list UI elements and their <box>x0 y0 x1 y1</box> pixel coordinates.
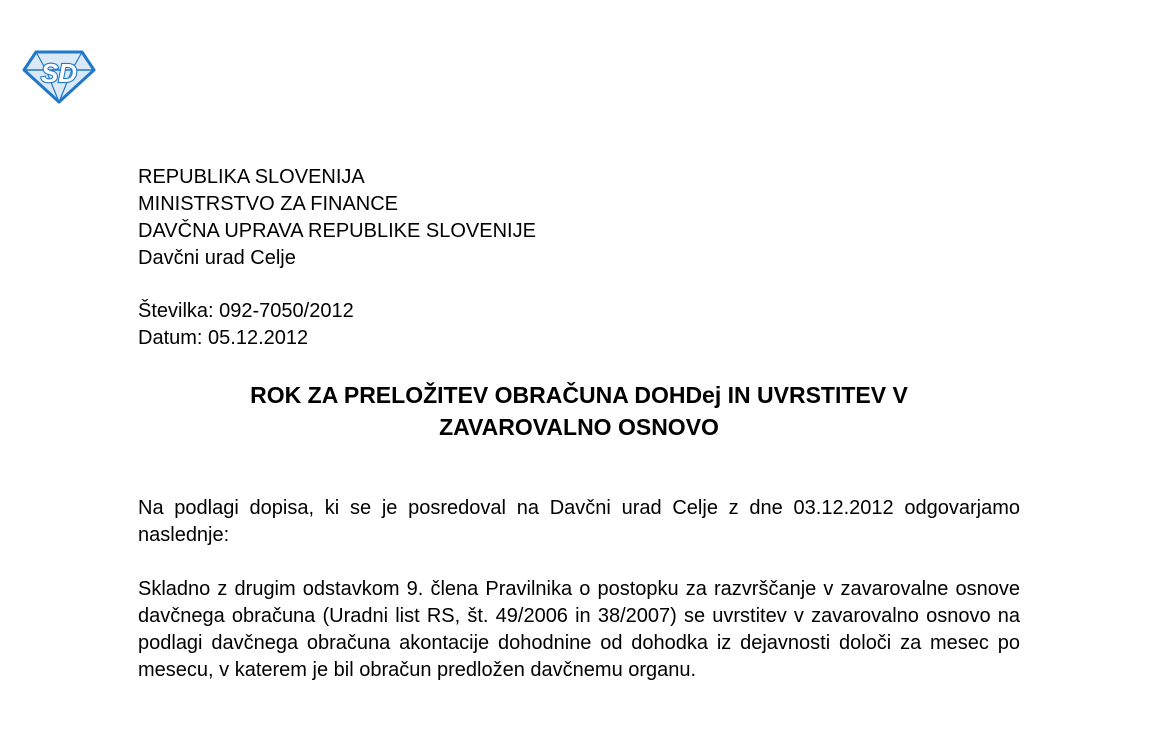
paragraph-2: Skladno z drugim odstavkom 9. člena Pravilnika o postopku za razvrščanje v zavarovalne osnove davčnega obračuna (Uradni list RS, št. 49/2006 in 38/2007) se uvrstitev v zavarovalno osnovo na podlagi davčnega obračuna akontacije dohodnine od dohodka iz dejavnosti določi za mesec po mesecu, v katerem je bil obračun predložen davčnemu organu. <box>138 578 1020 681</box>
document-title <box>138 379 1020 443</box>
header-authority: DAVČNA UPRAVA REPUBLIKE SLOVENIJE <box>138 220 536 242</box>
diamond-sd-logo <box>22 48 96 104</box>
document-body <box>138 164 1020 684</box>
document-number: Številka: 092-7050/2012 <box>138 300 354 322</box>
header-office: Davčni urad Celje <box>138 247 296 269</box>
document-date: Datum: 05.12.2012 <box>138 327 309 349</box>
header-ministry: MINISTRSTVO ZA FINANCE <box>138 193 399 215</box>
title-line-2: ZAVAROVALNO OSNOVO <box>439 414 719 440</box>
header-country: REPUBLIKA SLOVENIJA <box>138 166 365 188</box>
title-line-1: ROK ZA PRELOŽITEV OBRAČUNA DOHDej IN UVRSTITEV V <box>250 382 908 408</box>
paragraph-1: Na podlagi dopisa, ki se je posredoval na Davčni urad Celje z dne 03.12.2012 odgovarjamo naslednje: <box>138 497 1020 546</box>
svg-text:SD: SD <box>40 58 78 88</box>
